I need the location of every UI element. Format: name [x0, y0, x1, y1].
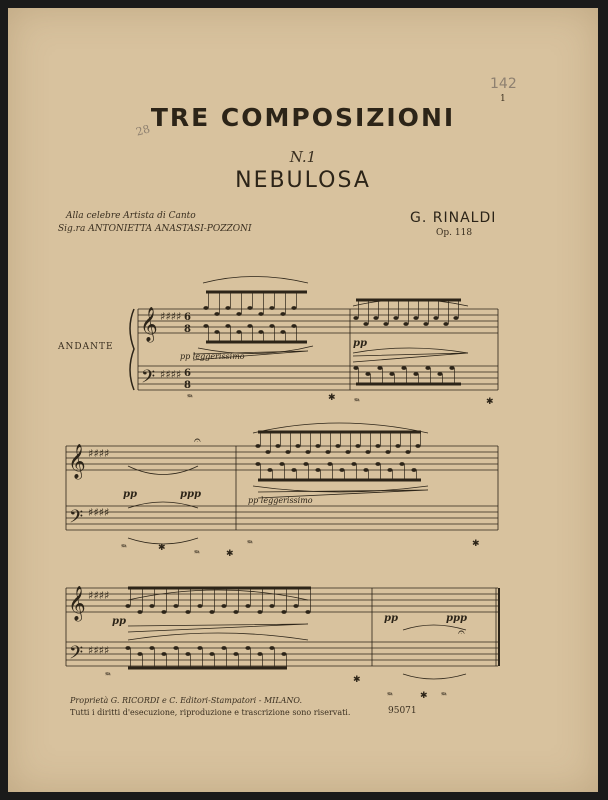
svg-text:𝄐: 𝄐	[458, 625, 465, 639]
dynamic-marking: pp	[112, 616, 126, 627]
treble-clef-icon: 𝄞	[140, 307, 158, 342]
rights-line: Tutti i diritti d'esecuzione, riproduzione e trascrizione sono riservati.	[70, 708, 351, 717]
pencil-mark: 28	[134, 122, 152, 139]
svg-text:𝆮: 𝆮	[186, 393, 192, 403]
svg-text:✱: ✱	[472, 539, 480, 549]
music-score	[8, 8, 598, 792]
svg-text:✱: ✱	[486, 397, 494, 407]
svg-text:𝆮: 𝆮	[120, 543, 126, 553]
system-1-treble-staff	[138, 309, 498, 333]
dynamic-marking: pp	[123, 489, 137, 500]
dedication-line-2: Sig.ra ANTONIETTA ANASTASI-POZZONI	[58, 224, 252, 234]
bass-clef-icon: 𝄢	[69, 507, 84, 532]
svg-text:♯♯♯♯: ♯♯♯♯	[160, 310, 182, 323]
svg-text:𝆮: 𝆮	[246, 539, 252, 549]
svg-text:𝆮: 𝆮	[440, 691, 446, 701]
svg-text:𝆮: 𝆮	[353, 397, 359, 407]
dynamic-marking: ppp	[446, 613, 467, 624]
bass-clef-icon: 𝄢	[141, 367, 156, 392]
composer-name: G. RINALDI	[410, 210, 497, 226]
dynamic-marking: pp	[353, 338, 367, 349]
svg-text:𝆮: 𝆮	[104, 671, 110, 681]
svg-text:𝄐: 𝄐	[194, 433, 201, 447]
dynamic-marking: pp leggerissimo	[248, 496, 313, 505]
opus-number: Op. 118	[436, 228, 473, 238]
dynamic-marking: pp leggerissimo	[180, 352, 245, 361]
svg-text:✱: ✱	[353, 675, 361, 685]
svg-text:𝆮: 𝆮	[386, 691, 392, 701]
svg-text:♯♯♯♯: ♯♯♯♯	[88, 589, 110, 602]
bass-clef-icon: 𝄢	[69, 643, 84, 668]
svg-text:6: 6	[184, 312, 191, 323]
page-title: TRE COMPOSIZIONI	[150, 103, 456, 132]
dedication-line-1: Alla celebre Artista di Canto	[66, 211, 196, 221]
svg-text:♯♯♯♯: ♯♯♯♯	[88, 506, 110, 519]
plate-number: 95071	[388, 706, 417, 716]
piece-title: NEBULOSA	[235, 168, 371, 193]
system-2-bass-staff	[66, 506, 498, 530]
treble-clef-icon: 𝄞	[68, 586, 86, 621]
svg-text:✱: ✱	[158, 543, 166, 553]
system-3-treble-staff	[66, 588, 498, 612]
svg-text:♯♯♯♯: ♯♯♯♯	[88, 644, 110, 657]
svg-text:8: 8	[184, 380, 191, 391]
system-2-treble-staff	[66, 446, 498, 470]
svg-text:✱: ✱	[420, 691, 428, 701]
system-1-bass-staff	[138, 366, 498, 390]
piece-number: N.1	[289, 148, 317, 166]
svg-text:8: 8	[184, 324, 191, 335]
page-number: 1	[500, 94, 506, 104]
svg-text:♯♯♯♯: ♯♯♯♯	[88, 447, 110, 460]
dynamic-marking: ppp	[180, 489, 201, 500]
svg-text:♯♯♯♯: ♯♯♯♯	[160, 368, 182, 381]
svg-text:✱: ✱	[328, 393, 336, 403]
dynamic-marking: pp	[384, 613, 398, 624]
publisher-line: Proprietà G. RICORDI e C. Editori-Stampatori - MILANO.	[70, 696, 303, 705]
svg-text:✱: ✱	[226, 549, 234, 559]
svg-text:6: 6	[184, 368, 191, 379]
svg-text:𝆮: 𝆮	[193, 549, 199, 559]
sheet-music-page	[8, 8, 598, 792]
handwritten-number: 142	[490, 76, 517, 92]
tempo-marking: ANDANTE	[58, 342, 114, 352]
treble-clef-icon: 𝄞	[68, 444, 86, 479]
